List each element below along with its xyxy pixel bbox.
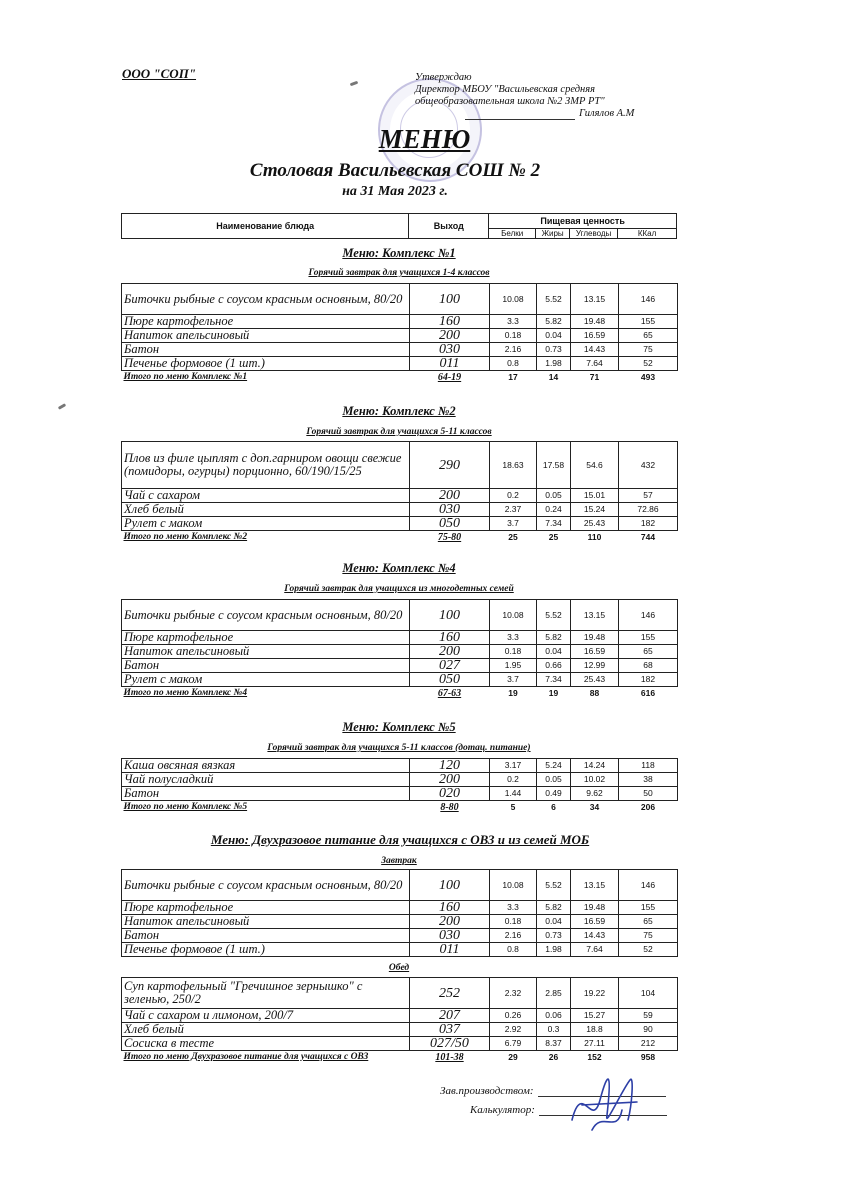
dish-carbs: 27.11 (571, 1037, 619, 1051)
dish-output: 011 (410, 357, 490, 371)
menu-row (122, 915, 678, 929)
header-output: Выход (409, 214, 489, 239)
dish-kcal: 68 (619, 659, 678, 673)
section-title-two-meal: Меню: Двухразовое питание для учащихся с ОВЗ и из семей МОБ (210, 832, 590, 847)
total-proteins: 5 (510, 802, 516, 812)
dish-kcal: 72.86 (619, 503, 678, 517)
dish-fats: 0.04 (537, 329, 571, 343)
dish-proteins: 0.8 (490, 357, 537, 371)
menu-row (122, 284, 678, 315)
dish-carbs: 10.02 (571, 773, 619, 787)
dish-kcal: 65 (619, 329, 678, 343)
dish-fats: 1.98 (537, 943, 571, 957)
menu-row (122, 787, 678, 801)
total-carbs: 71 (589, 372, 600, 382)
dish-name: Биточки рыбные с соусом красным основным, 80/20 (122, 600, 410, 631)
dish-name: Батон (122, 929, 410, 943)
total-kcal: 958 (640, 1052, 656, 1062)
dish-proteins: 3.3 (490, 631, 537, 645)
total-fats: 26 (548, 1052, 559, 1062)
total-kcal: 206 (640, 802, 656, 812)
dish-fats: 0.04 (537, 915, 571, 929)
dish-output: 100 (410, 600, 490, 631)
menu-row (122, 901, 678, 915)
total-fats: 19 (548, 688, 559, 698)
dish-carbs: 13.15 (571, 600, 619, 631)
dish-fats: 8.37 (537, 1037, 571, 1051)
dish-fats: 2.85 (537, 978, 571, 1009)
dish-fats: 0.24 (537, 503, 571, 517)
dish-output: 160 (410, 315, 490, 329)
dish-proteins: 10.08 (490, 284, 537, 315)
dish-carbs: 7.64 (571, 943, 619, 957)
total-output: 8-80 (440, 802, 459, 813)
dish-output: 252 (410, 978, 490, 1009)
menu-table-breakfast (121, 869, 678, 957)
dish-fats: 5.52 (537, 870, 571, 901)
header-name: Наименование блюда (122, 214, 409, 239)
dish-carbs: 13.15 (571, 870, 619, 901)
dish-carbs: 25.43 (571, 673, 619, 687)
section-subtitle-complex-4: Горячий завтрак для учащихся из многодетных семей (284, 584, 514, 594)
dish-output: 027/50 (410, 1037, 490, 1051)
approval-line-2: Директор МБОУ "Васильевская средняя (415, 84, 596, 95)
header-kcal: ККал (618, 229, 677, 239)
total-proteins: 29 (508, 1052, 518, 1062)
dish-fats: 5.82 (537, 315, 571, 329)
section-title-complex-4: Меню: Комплекс №4 (342, 561, 456, 575)
menu-row (122, 343, 678, 357)
company-name: ООО "СОП" (122, 66, 197, 81)
dish-name: Напиток апельсиновый (122, 915, 410, 929)
dish-proteins: 2.16 (490, 929, 537, 943)
dish-output: 030 (410, 503, 490, 517)
total-proteins: 17 (508, 372, 518, 382)
dish-output: 207 (410, 1009, 490, 1023)
dish-kcal: 52 (619, 943, 678, 957)
menu-row (122, 1023, 678, 1037)
dish-kcal: 146 (619, 600, 678, 631)
menu-row (122, 870, 678, 901)
dish-proteins: 6.79 (490, 1037, 537, 1051)
menu-row (122, 357, 678, 371)
dish-fats: 0.04 (537, 645, 571, 659)
calculator-label: Калькулятор: (470, 1104, 535, 1116)
dish-proteins: 0.18 (490, 915, 537, 929)
dish-proteins: 3.7 (490, 517, 537, 531)
scan-speck (350, 81, 359, 87)
menu-row (122, 517, 678, 531)
dish-output: 160 (410, 901, 490, 915)
dish-proteins: 3.3 (490, 315, 537, 329)
section-title-complex-2: Меню: Комплекс №2 (342, 404, 456, 418)
dish-name: Напиток апельсиновый (122, 329, 410, 343)
menu-row (122, 673, 678, 687)
dish-output: 120 (410, 759, 490, 773)
total-label: Итого по меню Комплекс №2 (123, 532, 248, 542)
dish-proteins: 0.8 (490, 943, 537, 957)
total-carbs: 110 (587, 532, 602, 542)
menu-row (122, 645, 678, 659)
section-title-complex-5: Меню: Комплекс №5 (342, 720, 456, 734)
dish-carbs: 7.64 (571, 357, 619, 371)
handwritten-signature (562, 1060, 652, 1140)
dish-kcal: 155 (619, 315, 678, 329)
dish-kcal: 75 (619, 343, 678, 357)
total-carbs: 34 (589, 802, 600, 812)
dish-carbs: 15.01 (571, 489, 619, 503)
dish-output: 200 (410, 915, 490, 929)
dish-kcal: 65 (619, 915, 678, 929)
dish-proteins: 3.7 (490, 673, 537, 687)
total-carbs: 88 (589, 688, 600, 698)
menu-table-lunch (121, 977, 678, 1064)
header-fats: Жиры (536, 229, 570, 239)
menu-table-complex-4 (121, 599, 678, 700)
dish-kcal: 50 (619, 787, 678, 801)
menu-table-complex-1 (121, 283, 678, 384)
dish-carbs: 12.99 (571, 659, 619, 673)
dish-proteins: 0.26 (490, 1009, 537, 1023)
menu-row (122, 315, 678, 329)
dish-kcal: 104 (619, 978, 678, 1009)
dish-carbs: 15.27 (571, 1009, 619, 1023)
dish-fats: 0.05 (537, 773, 571, 787)
dish-carbs: 14.24 (571, 759, 619, 773)
dish-name: Пюре картофельное (122, 631, 410, 645)
dish-fats: 0.73 (537, 343, 571, 357)
approval-signature-row (415, 108, 675, 120)
dish-name: Батон (122, 659, 410, 673)
dish-carbs: 9.62 (571, 787, 619, 801)
approval-director-name: Гилялов А.М (579, 108, 635, 119)
total-kcal: 493 (640, 372, 656, 382)
section-subtitle-complex-2: Горячий завтрак для учащихся 5-11 классов (306, 427, 492, 437)
dish-name: Печенье формовое (1 шт.) (122, 357, 410, 371)
dish-name: Суп картофельный "Гречишное зернышко" с зеленью, 250/2 (122, 978, 410, 1009)
dish-output: 200 (410, 489, 490, 503)
dish-name: Рулет с маком (122, 673, 410, 687)
dish-output: 030 (410, 929, 490, 943)
dish-name: Сосиска в тесте (122, 1037, 410, 1051)
total-proteins: 25 (508, 532, 518, 542)
menu-row (122, 503, 678, 517)
dish-kcal: 155 (619, 631, 678, 645)
dish-proteins: 3.3 (490, 901, 537, 915)
dish-output: 030 (410, 343, 490, 357)
total-carbs: 152 (587, 1052, 602, 1062)
total-fats: 14 (548, 372, 559, 382)
total-output: 75-80 (437, 532, 462, 543)
dish-kcal: 59 (619, 1009, 678, 1023)
total-row (122, 531, 678, 545)
scan-speck (58, 403, 66, 410)
header-carbs: Углеводы (570, 229, 618, 239)
total-output: 101-38 (435, 1052, 464, 1063)
dish-carbs: 13.15 (571, 284, 619, 315)
dish-carbs: 25.43 (571, 517, 619, 531)
dish-proteins: 2.16 (490, 343, 537, 357)
total-fats: 6 (551, 802, 556, 812)
dish-kcal: 182 (619, 673, 678, 687)
dish-carbs: 19.48 (571, 901, 619, 915)
dish-name: Печенье формовое (1 шт.) (122, 943, 410, 957)
dish-kcal: 182 (619, 517, 678, 531)
dish-carbs: 54.6 (571, 442, 619, 489)
dish-fats: 0.49 (537, 787, 571, 801)
dish-output: 100 (410, 870, 490, 901)
dish-name: Биточки рыбные с соусом красным основным, 80/20 (122, 870, 410, 901)
dish-kcal: 52 (619, 357, 678, 371)
menu-row (122, 773, 678, 787)
dish-proteins: 2.37 (490, 503, 537, 517)
dish-kcal: 38 (619, 773, 678, 787)
section-subtitle-complex-5: Горячий завтрак для учащихся 5-11 классов (дотац. питание) (267, 743, 531, 753)
dish-name: Чай с сахаром (122, 489, 410, 503)
dish-carbs: 16.59 (571, 915, 619, 929)
approval-signature-line (465, 109, 575, 120)
dish-fats: 5.52 (537, 600, 571, 631)
dish-output: 200 (410, 645, 490, 659)
dish-carbs: 19.22 (571, 978, 619, 1009)
total-row (122, 687, 678, 701)
dish-output: 050 (410, 673, 490, 687)
header-nutrition: Пищевая ценность (489, 214, 677, 229)
dish-carbs: 19.48 (571, 631, 619, 645)
dish-fats: 5.52 (537, 284, 571, 315)
menu-row (122, 929, 678, 943)
menu-table-complex-5 (121, 758, 678, 814)
menu-table-complex-2 (121, 441, 678, 544)
dish-fats: 0.73 (537, 929, 571, 943)
header-proteins: Белки (489, 229, 536, 239)
dish-fats: 17.58 (537, 442, 571, 489)
total-output: 67-63 (437, 688, 462, 699)
dish-fats: 0.05 (537, 489, 571, 503)
dish-output: 020 (410, 787, 490, 801)
dish-output: 200 (410, 329, 490, 343)
dish-proteins: 0.18 (490, 645, 537, 659)
dish-proteins: 0.2 (490, 489, 537, 503)
menu-row (122, 600, 678, 631)
menu-row (122, 659, 678, 673)
dish-proteins: 18.63 (490, 442, 537, 489)
approval-block (415, 72, 675, 120)
dish-kcal: 212 (619, 1037, 678, 1051)
dish-proteins: 2.92 (490, 1023, 537, 1037)
dish-fats: 7.34 (537, 673, 571, 687)
total-row (122, 801, 678, 815)
menu-row (122, 1009, 678, 1023)
dish-proteins: 1.95 (490, 659, 537, 673)
nutrition-header-table (121, 213, 677, 239)
menu-row (122, 442, 678, 489)
dish-kcal: 75 (619, 929, 678, 943)
dish-output: 200 (410, 773, 490, 787)
dish-output: 011 (410, 943, 490, 957)
total-label: Итого по меню Комплекс №4 (123, 688, 248, 698)
dish-carbs: 18.8 (571, 1023, 619, 1037)
dish-carbs: 16.59 (571, 329, 619, 343)
approval-line-1: Утверждаю (415, 72, 472, 83)
dish-carbs: 14.43 (571, 343, 619, 357)
page-title: МЕНЮ (378, 124, 471, 154)
dish-kcal: 65 (619, 645, 678, 659)
dish-kcal: 146 (619, 284, 678, 315)
dish-fats: 7.34 (537, 517, 571, 531)
menu-row (122, 489, 678, 503)
dish-fats: 5.82 (537, 901, 571, 915)
dish-fats: 5.82 (537, 631, 571, 645)
dish-carbs: 19.48 (571, 315, 619, 329)
total-kcal: 616 (640, 688, 656, 698)
menu-row (122, 1037, 678, 1051)
dish-kcal: 432 (619, 442, 678, 489)
breakfast-label: Завтрак (381, 856, 417, 866)
menu-row (122, 943, 678, 957)
dish-name: Батон (122, 787, 410, 801)
dish-proteins: 0.2 (490, 773, 537, 787)
dish-carbs: 15.24 (571, 503, 619, 517)
dish-name: Напиток апельсиновый (122, 645, 410, 659)
dish-proteins: 10.08 (490, 600, 537, 631)
dish-output: 100 (410, 284, 490, 315)
dish-fats: 5.24 (537, 759, 571, 773)
dish-proteins: 0.18 (490, 329, 537, 343)
total-row (122, 371, 678, 385)
menu-row (122, 978, 678, 1009)
total-proteins: 19 (508, 688, 518, 698)
dish-kcal: 57 (619, 489, 678, 503)
dish-kcal: 90 (619, 1023, 678, 1037)
dish-proteins: 2.32 (490, 978, 537, 1009)
lunch-label: Обед (388, 963, 410, 973)
dish-kcal: 118 (619, 759, 678, 773)
page-subtitle: Столовая Васильевская СОШ № 2 (249, 160, 541, 181)
dish-fats: 0.3 (537, 1023, 571, 1037)
dish-proteins: 10.08 (490, 870, 537, 901)
dish-carbs: 14.43 (571, 929, 619, 943)
dish-name: Чай полусладкий (122, 773, 410, 787)
dish-name: Пюре картофельное (122, 315, 410, 329)
dish-name: Каша овсяная вязкая (122, 759, 410, 773)
section-subtitle-complex-1: Горячий завтрак для учащихся 1-4 классов (308, 268, 490, 278)
approval-line-3: общеобразовательная школа №2 ЗМР РТ" (415, 96, 605, 107)
total-kcal: 744 (640, 532, 656, 542)
dish-name: Биточки рыбные с соусом красным основным, 80/20 (122, 284, 410, 315)
dish-name: Хлеб белый (122, 503, 410, 517)
total-fats: 25 (548, 532, 559, 542)
dish-fats: 1.98 (537, 357, 571, 371)
dish-output: 050 (410, 517, 490, 531)
dish-proteins: 3.17 (490, 759, 537, 773)
total-label: Итого по меню Двухразовое питание для учащихся с ОВЗ (123, 1052, 369, 1062)
dish-name: Чай с сахаром и лимоном, 200/7 (122, 1009, 410, 1023)
dish-fats: 0.66 (537, 659, 571, 673)
dish-output: 290 (410, 442, 490, 489)
dish-carbs: 16.59 (571, 645, 619, 659)
dish-name: Рулет с маком (122, 517, 410, 531)
dish-fats: 0.06 (537, 1009, 571, 1023)
menu-row (122, 759, 678, 773)
dish-output: 037 (410, 1023, 490, 1037)
menu-row (122, 631, 678, 645)
dish-name: Плов из филе цыплят с доп.гарниром овощи свежие (помидоры, огурцы) порционно, 60/190/15/25 (122, 442, 410, 489)
dish-name: Пюре картофельное (122, 901, 410, 915)
menu-row (122, 329, 678, 343)
dish-output: 160 (410, 631, 490, 645)
dish-name: Хлеб белый (122, 1023, 410, 1037)
section-title-complex-1: Меню: Комплекс №1 (342, 246, 456, 260)
dish-kcal: 155 (619, 901, 678, 915)
dish-kcal: 146 (619, 870, 678, 901)
dish-proteins: 1.44 (490, 787, 537, 801)
dish-output: 027 (410, 659, 490, 673)
total-label: Итого по меню Комплекс №1 (123, 372, 248, 382)
menu-date: на 31 Мая 2023 г. (342, 184, 448, 199)
total-label: Итого по меню Комплекс №5 (123, 802, 248, 812)
production-manager-label: Зав.производством: (440, 1085, 534, 1097)
total-output: 64-19 (437, 372, 462, 383)
dish-name: Батон (122, 343, 410, 357)
